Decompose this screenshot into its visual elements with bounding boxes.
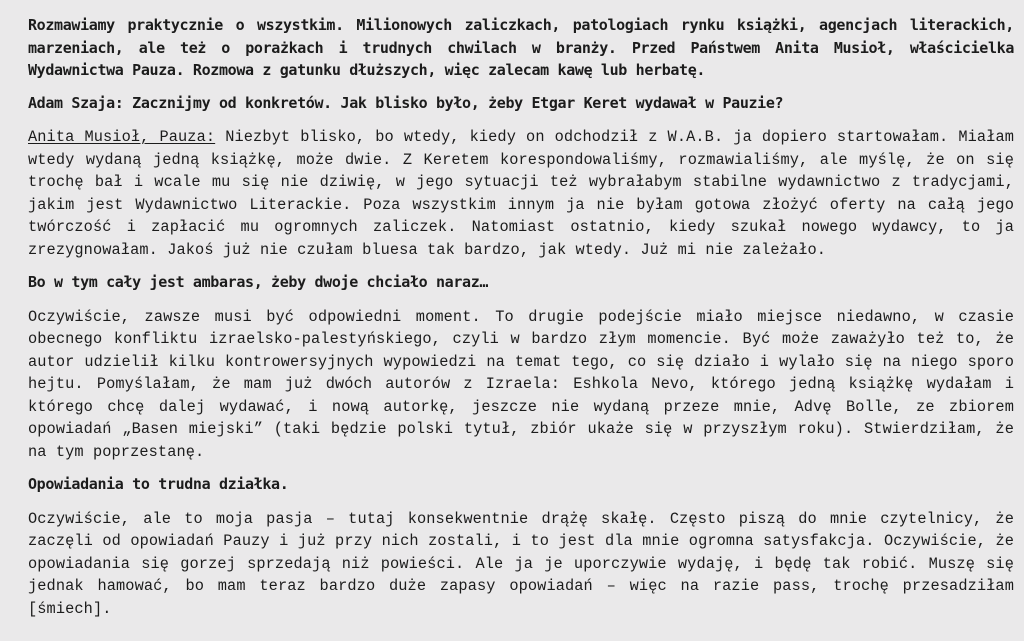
interview-question-3: Opowiadania to trudna działka. [28, 475, 289, 493]
answer-1-text: Niezbyt blisko, bo wtedy, kiedy on odchodził z W.A.B. ja dopiero startowałam. Miałam wtedy wydaną jedną książkę, może dwie. Z Keretem korespondowaliśmy, rozmawialiśmy, ale myślę, że on się trochę bał i wcale mu się nie dziwię, w jego sytuacji też wybrałabym stabilne wydawnictwo z tradycjami, jakim jest Wydawnictwo Literackie. Poza wszystkim innym ja nie byłam gotowa złożyć oferty na całą jego twórczość i zapłacić mu ogromnych zaliczek. Natomiast ostatnio, kiedy szukał nowego wydawcy, to ja zrezygnowałam. Jakoś już nie czułam bluesa tak bardzo, jak wtedy. Już mi nie zależało. [28, 128, 1014, 259]
interview-answer-2: Oczywiście, zawsze musi być odpowiedni moment. To drugie podejście miało miejsce niedawno, w czasie obecnego konfliktu izraelsko-palestyńskiego, czyli w bardzo złym momencie. Być może zaważyło też to, że autor udzielił kilku kontrowersyjnych wypowiedzi na temat tego, co się działo i wylało się na niego sporo hejtu. Pomyślałam, że mam już dwóch autorów z Izraela: Eshkola Nevo, którego jedną książkę wydałam i którego chcę dalej wydawać, i nową autorkę, jeszcze nie wydaną przeze mnie, Advę Bolle, ze zbiorem opowiadań „Basen miejski” (taki będzie polski tytuł, zbiór ukaże się w przyszłym roku). Stwierdziłam, że na tym poprzestanę. [28, 307, 1014, 461]
interview-question-2: Bo w tym cały jest ambaras, żeby dwoje chciało naraz… [28, 273, 489, 291]
article-lead: Rozmawiamy praktycznie o wszystkim. Milionowych zaliczkach, patologiach rynku książki, agencjach literackich, marzeniach, ale też o porażkach i trudnych chwilach w branży. Przed Państwem Anita Musioł, właścicielka Wydawnictwa Pauza. Rozmowa z gatunku dłuższych, więc zalecam kawę lub herbatę. [28, 16, 1014, 79]
speaker-link-anita-musiol[interactable]: Anita Musioł, Pauza: [28, 128, 216, 146]
article-body [28, 14, 1014, 620]
interview-question-1: Adam Szaja: Zacznijmy od konkretów. Jak blisko było, żeby Etgar Keret wydawał w Pauzie? [28, 93, 784, 112]
interview-answer-1 [28, 126, 1014, 261]
interview-answer-3: Oczywiście, ale to moja pasja – tutaj konsekwentnie drążę skałę. Często piszą do mnie czytelnicy, że zaczęli od opowiadań Pauzy i już przy nich zostali, i to jest dla mnie ogromna satysfakcja. Oczywiście, że opowiadania się gorzej sprzedają niż powieści. Ale ja je uporczywie wydaję, i będę tak robić. Muszę się jednak hamować, bo mam teraz bardzo duże zapasy opowiadań – więc na razie pass, trochę przesadziłam [śmiech]. [28, 509, 1014, 618]
